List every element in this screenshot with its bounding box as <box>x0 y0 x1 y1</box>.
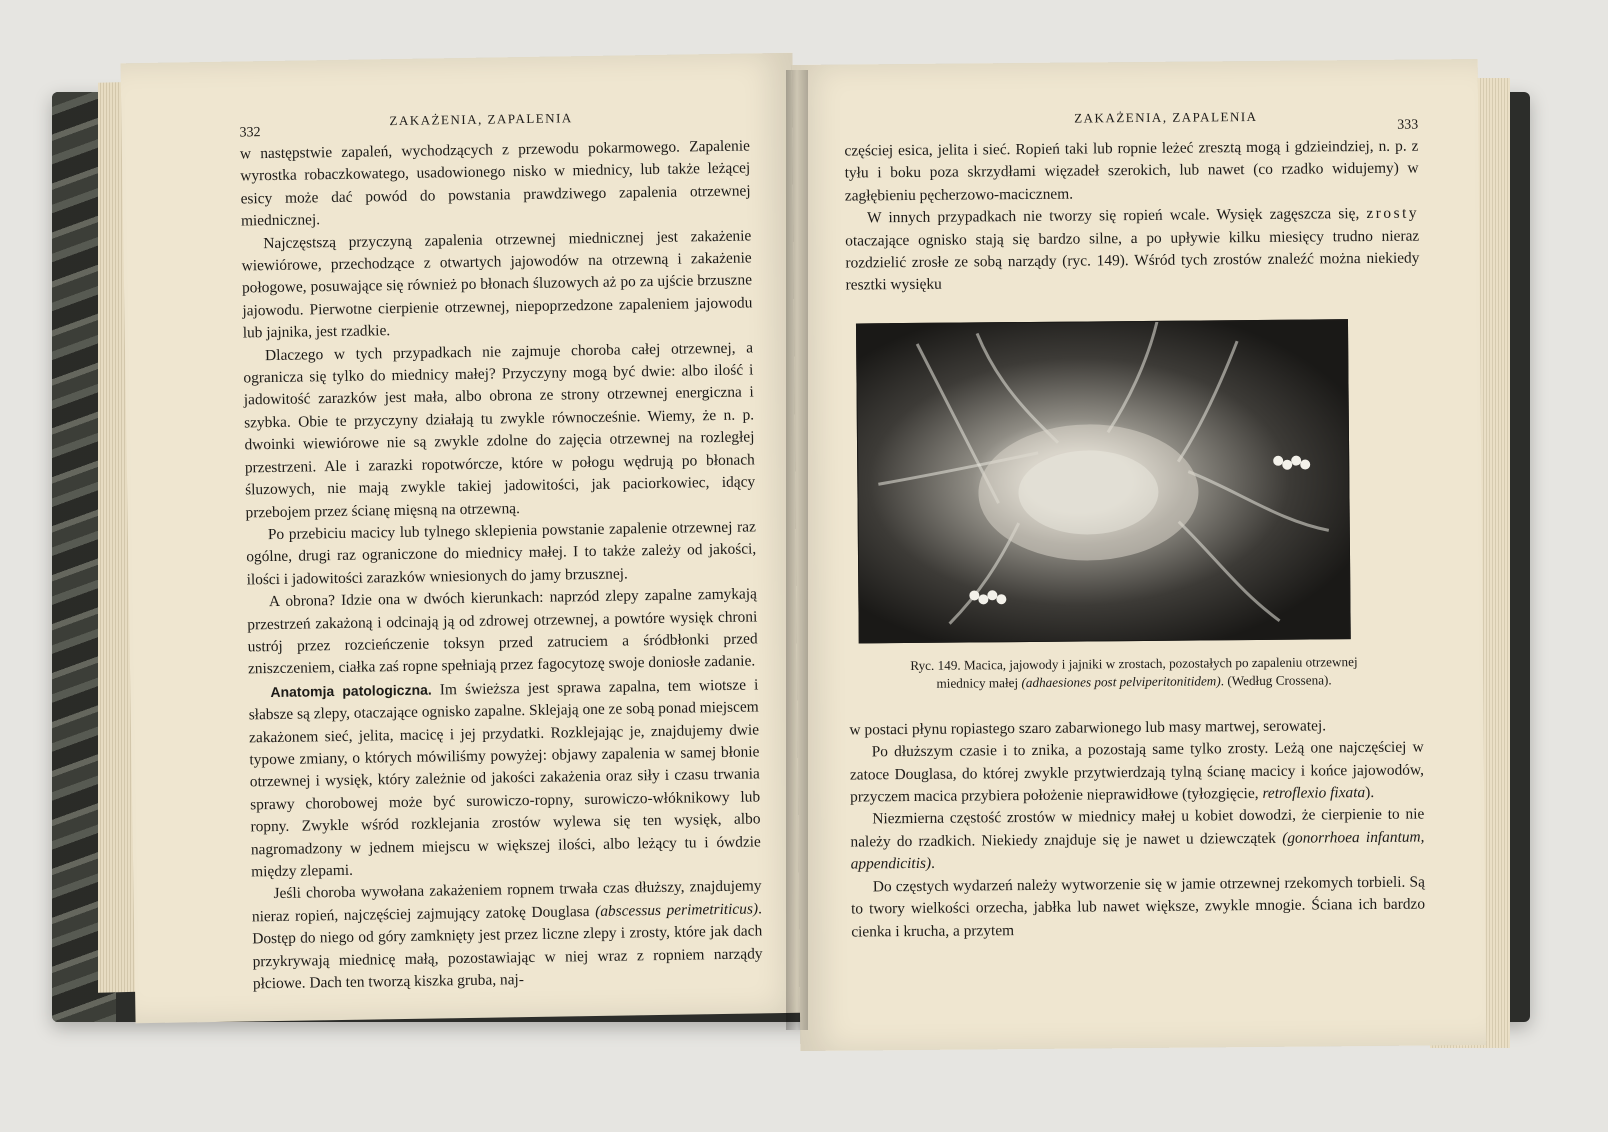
last-para-text-a: Jeśli choroba wywołana zakażeniem ropnem trwała czas dłuższy, znajdujemy nieraz ropień, najczęściej zajmujący zatokę Douglasa <box>251 877 762 926</box>
left-paragraph-anatomy <box>248 673 761 884</box>
para4-text-a: Po dłuższym czasie i to znika, a pozostają same tylko zrosty. Leżą one najczęściej w zatoce Douglasa, do której zwykle przytwierdzają tylną ścianę macicy i końce jajowodów, przyczem macica przybiera położenie nieprawidłowe (tyłozgięcie, <box>849 738 1424 806</box>
left-paragraph-2: Najczęstszą przyczyną zapalenia otrzewnej miednicznej jest zakażenie wiewiórowe, przechodzące z otwartych jajowodów na otrzewną i zakażenie połogowe, posuwające się również po błonach śluzowych aż po za ujście brzuszne jajowodu. Pierwotne cierpienie otrzewnej, niepoprzedzone zapaleniem jajowodu lub jajnika, jest rzadkie. <box>241 227 753 342</box>
para5-text-a: Niezmierna częstość zrostów w miednicy małej u kobiet dowodzi, że cierpienie to nie należy do rzadkich. Niekiedy znajduje się je nawet u dziewczątek <box>850 805 1425 851</box>
right-paragraph-1: częściej esica, jelita i sieć. Ropień taki lub ropnie leżeć zresztą mogą i gdzieindziej, n. p. z tyłu i boku poza skrzydłami więzadeł szerokich, lub nawet (co rzadko widujemy) w zagłębieniu pęcherzowo-macicznem. <box>844 137 1419 205</box>
figure-caption <box>845 652 1423 693</box>
right-page <box>792 59 1487 1051</box>
para2-text-a: W innych przypadkach nie tworzy się ropień wcale. Wysięk zagęszcza się, <box>866 205 1367 227</box>
left-paragraph-5: A obrona? Idzie ona w dwóch kierunkach: naprzód zlepy zapalne zamykają przestrzeń zakażoną i odcinają ją od zdrowej otrzewnej, a powtóre wysięk chroni ustrój przez rozcieńczenie toksyn przed zatruciem a śródbłonki przed zniszczeniem, ciałka zaś ropne spełniają przez fagocytozę swoje doniosłe zadanie. <box>247 585 758 678</box>
figure-149-illustration <box>856 319 1351 643</box>
right-paragraph-2 <box>845 203 1420 298</box>
caption-latin: (adhaesiones post pelviperitonitidem) <box>1021 673 1221 690</box>
right-running-head: ZAKAŻENIA, ZAPALENIA <box>1074 108 1258 126</box>
left-paragraph-3: Dlaczego w tych przypadkach nie zajmuje choroba całej otrzewnej, a ogranicza się tylko do miednicy małej? Przyczyny mogą być dwie: albo ilość i jadowitość zarazków jest mała, albo obrona ze strony otrzewnej energiczna i szybka. Obie te przyczyny działają tu zwykle równocześnie. Wiemy, że n. p. dwoinki wiewiórowe nie są zwykle zdolne do zajęcia otrzewnej na rozległej przestrzeni. Ale i zarazki ropotwórcze, które w połogu wędrują po błonach śluzowych, nie mają zwykle takiej jadowitości, jak paciorkowiec, idący przebojem przez ścianę mięsną na otrzewną. <box>243 339 756 521</box>
anatomy-heading: Anatomja patologiczna. <box>270 681 432 700</box>
last-para-latin: (abscessus perimetriticus) <box>594 900 759 920</box>
caption-line-2 <box>845 670 1423 693</box>
left-paragraph-1: w następstwie zapaleń, wychodzących z przewodu pokarmowego. Zapalenie wyrostka robaczkowatego, usadowionego nisko w miednicy, lub także leżącej esicy może dać powód do powstania prawdziwego zapalenia otrzewnej miednicznej. <box>239 137 751 230</box>
para4-text-b: ). <box>1365 784 1375 802</box>
left-page <box>121 53 808 1023</box>
left-paragraph-4: Po przebiciu macicy lub tylnego sklepienia powstanie zapalenie otrzewnej raz ogólne, drugi raz ograniczone do miednicy małej. I to także zależy od jakości, ilości i jadowitości zarazków wniesionych do jamy brzusznej. <box>246 518 757 589</box>
right-paragraph-6: Do częstych wydarzeń należy wytworzenie się w jamie otrzewnej rzekomych torbieli. Są to twory wielkości orzecha, jabłka lub nawet większe, zwykle mnogie. Ściana ich bardzo cienka i krucha, a przytem <box>851 873 1426 941</box>
para5-latin: (gonorrhoea infantum, appendicitis) <box>850 828 1425 873</box>
para4-latin: retroflexio fixata <box>1262 784 1366 802</box>
right-paragraph-5 <box>850 804 1425 876</box>
caption-line2-a: miednicy małej <box>936 674 1022 691</box>
left-running-head: ZAKAŻENIA, ZAPALENIA <box>389 110 573 129</box>
right-paragraph-4 <box>850 737 1425 809</box>
anatomy-text: Im świeższa jest sprawa zapalna, tem wiotsze i słabsze są zlepy, otaczające ognisko zapalne. Sklejają one ze sobą ponad miejscem zakażonem sieć, jelita, macicę i jej przydatki. Rozklejając je, znajdujemy dwie typowe zmiany, o których mówiliśmy powyżej: objawy zapalenia w samej błonie otrzewnej i wysięk, który zależnie od jakości zakażenia oraz siły i czasu trwania sprawy chorobowej może być surowiczo-ropny, surowiczo-włóknikowy lub ropny. Zwykle wśród rozklejania zrostów wylewa się ten wysięk, albo nagromadzony w jednem miejscu w większej ilości, albo leżący tu i ówdzie między zlepami. <box>248 676 761 881</box>
left-paragraph-last <box>251 876 763 996</box>
caption-line-1: Ryc. 149. Macica, jajowody i jajniki w zrostach, pozostałych po zapaleniu otrzewnej <box>910 653 1358 673</box>
book-gutter <box>786 70 808 1030</box>
para5-text-b: . <box>930 855 935 873</box>
para2-text-b: otaczające ognisko stają się bardzo silne, a po upływie kilku miesięcy trudno nieraz rozdzielić zrosłe ze sobą narządy (ryc. 149). Wśród tych zrostów znaleźć można niekiedy resztki wysięku <box>845 227 1420 294</box>
adhesions-drawing <box>857 320 1350 642</box>
para2-spaced: zrosty <box>1366 204 1420 223</box>
right-page-header <box>844 108 1418 141</box>
right-page-number: 333 <box>1397 117 1419 133</box>
left-page-number: 332 <box>239 125 261 141</box>
caption-line2-b: . (Według Crossena). <box>1220 672 1332 689</box>
last-para-text-b: . Dostęp do niego od góry zamknięty jest przez liczne zlepy i zrosty, które jak dach przykrywają miednicę małą, pozostawiając w niej wraz z ropniem narządy płciowe. Dach ten tworzą kiszka gruba, naj- <box>252 900 763 993</box>
right-paragraph-3: w postaci płynu ropiastego szaro zabarwionego lub masy martwej, serowatej. <box>849 717 1327 739</box>
